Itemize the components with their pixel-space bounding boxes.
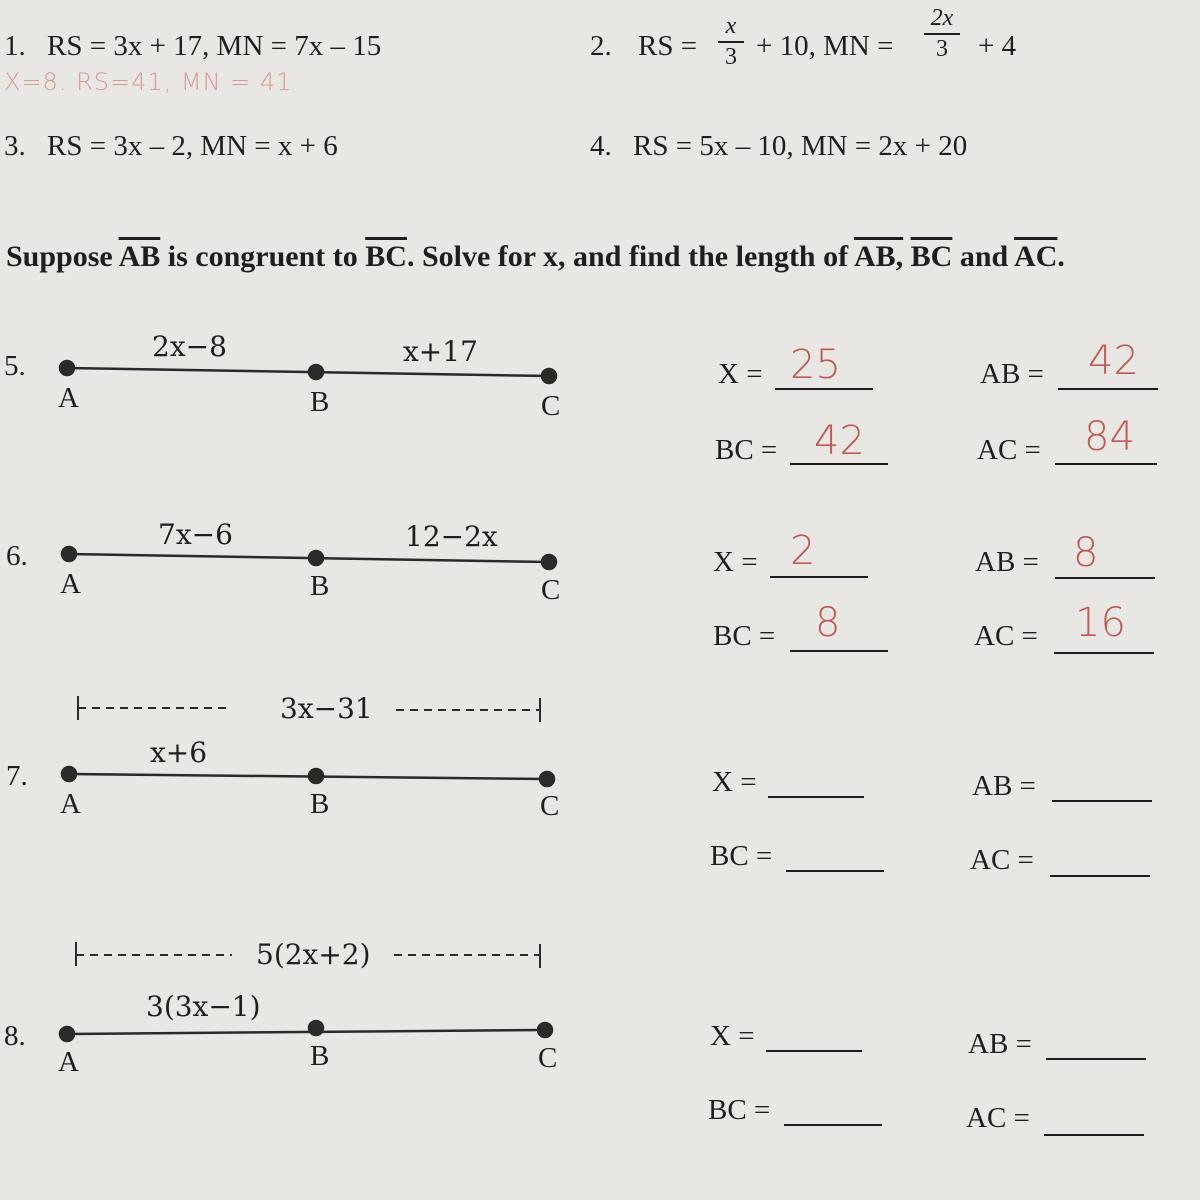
segment-ac-expression: 3x−31 bbox=[280, 692, 373, 725]
problem-3-number: 3. bbox=[4, 130, 26, 162]
point-b-dot bbox=[309, 769, 323, 783]
bc-answer-blank[interactable] bbox=[790, 650, 888, 652]
point-a-dot bbox=[62, 767, 76, 781]
ac-answer-blank[interactable] bbox=[1055, 463, 1157, 465]
ab-answer-blank[interactable] bbox=[1058, 388, 1158, 390]
point-c-label: C bbox=[541, 574, 561, 606]
problem-2-number: 2. bbox=[590, 30, 612, 62]
ac-answer-label: AC = bbox=[970, 844, 1034, 876]
ac-answer-blank[interactable] bbox=[1044, 1134, 1144, 1136]
ab-answer-handwritten: 8 bbox=[1073, 530, 1099, 576]
x-answer-label: X = bbox=[713, 546, 758, 578]
problem-4-number: 4. bbox=[590, 130, 612, 162]
ab-answer-label: AB = bbox=[975, 546, 1039, 578]
ab-answer-blank[interactable] bbox=[1052, 800, 1152, 802]
problem-1-text: RS = 3x + 17, MN = 7x – 15 bbox=[47, 30, 382, 62]
heading-text: Suppose bbox=[6, 240, 119, 273]
ab-answer-blank[interactable] bbox=[1055, 577, 1155, 579]
ac-answer-label: AC = bbox=[966, 1102, 1030, 1134]
bc-answer-label: BC = bbox=[713, 620, 776, 652]
segment-ac-expression: 5(2x+2) bbox=[256, 938, 371, 971]
point-c-label: C bbox=[541, 390, 561, 422]
x-answer-blank[interactable] bbox=[770, 576, 868, 578]
problem-1-handwritten-work: X=8. RS=41, MN = 41 bbox=[4, 68, 293, 96]
segment-ab-expression: 3(3x−1) bbox=[146, 990, 261, 1023]
segment-ab-expression: 2x−8 bbox=[152, 330, 227, 363]
segment-bc-expression: x+17 bbox=[403, 335, 478, 368]
bc-answer-blank[interactable] bbox=[786, 870, 884, 872]
fraction-numerator: x bbox=[725, 13, 737, 39]
point-b-label: B bbox=[310, 1040, 330, 1072]
point-c-dot bbox=[542, 369, 556, 383]
point-a-label: A bbox=[58, 1046, 79, 1078]
point-b-label: B bbox=[310, 386, 330, 418]
heading-text: . Solve for x, and find the length of bbox=[406, 240, 854, 273]
x-answer-blank[interactable] bbox=[768, 796, 864, 798]
segment-bc-label: $\overline{BC}$ bbox=[910, 240, 953, 273]
bc-answer-label: BC = bbox=[708, 1094, 771, 1126]
x-answer-handwritten: 25 bbox=[790, 342, 841, 388]
ab-answer-blank[interactable] bbox=[1046, 1058, 1146, 1060]
x-answer-label: X = bbox=[710, 1020, 755, 1052]
problem-2-rs-tail: + 10, MN = bbox=[756, 30, 894, 62]
segment-ac-label: $\overline{AC}$ bbox=[1014, 240, 1058, 273]
point-a-dot bbox=[60, 1027, 74, 1041]
point-a-label: A bbox=[60, 568, 81, 600]
segment-ab-label: AB, bbox=[853, 240, 904, 273]
segment-ab-label: $\overline{AB}$ bbox=[118, 240, 161, 273]
point-c-label: C bbox=[538, 1042, 558, 1074]
ac-answer-label: AC = bbox=[974, 620, 1038, 652]
point-a-label: A bbox=[58, 382, 79, 414]
x-answer-label: X = bbox=[718, 358, 763, 390]
fraction-denominator: 3 bbox=[725, 44, 737, 71]
ac-answer-label: AC = bbox=[977, 434, 1041, 466]
point-a-dot bbox=[60, 361, 74, 375]
point-a-label: A bbox=[60, 788, 81, 820]
heading-text: and bbox=[952, 240, 1015, 273]
bc-answer-handwritten: 42 bbox=[814, 418, 865, 464]
bc-answer-handwritten: 8 bbox=[815, 600, 841, 646]
x-answer-blank[interactable] bbox=[775, 388, 873, 390]
point-c-dot bbox=[538, 1023, 552, 1037]
point-b-label: B bbox=[310, 788, 330, 820]
x-answer-handwritten: 2 bbox=[790, 528, 816, 574]
ac-answer-blank[interactable] bbox=[1050, 875, 1150, 877]
ab-answer-label: AB = bbox=[972, 770, 1036, 802]
fraction-denominator: 3 bbox=[936, 36, 948, 63]
problem-8-number: 8. bbox=[4, 1020, 26, 1052]
segment-ab-expression: x+6 bbox=[150, 736, 208, 769]
heading-text: . bbox=[1057, 240, 1065, 273]
problem-3-text: RS = 3x – 2, MN = x + 6 bbox=[47, 130, 338, 162]
point-b-dot bbox=[309, 365, 323, 379]
ab-answer-handwritten: 42 bbox=[1088, 338, 1139, 384]
problem-2-mn-tail: + 4 bbox=[978, 30, 1017, 62]
point-a-dot bbox=[62, 547, 76, 561]
x-answer-blank[interactable] bbox=[766, 1050, 862, 1052]
point-c-dot bbox=[540, 772, 554, 786]
problem-1-number: 1. bbox=[4, 30, 26, 62]
segment-bc-label: $\overline{BC}$ bbox=[365, 240, 407, 273]
segment-line-8 bbox=[67, 1030, 545, 1034]
segment-bc-expression: 12−2x bbox=[405, 520, 498, 553]
problem-4-text: RS = 5x – 10, MN = 2x + 20 bbox=[633, 130, 968, 162]
segment-ab-expression: 7x−6 bbox=[158, 518, 233, 551]
fraction-numerator: 2x bbox=[930, 5, 954, 31]
ac-answer-blank[interactable] bbox=[1054, 652, 1154, 654]
problem-2-rs-label: RS = bbox=[638, 30, 698, 62]
problem-7-number: 7. bbox=[6, 760, 28, 792]
ac-answer-handwritten: 84 bbox=[1084, 414, 1135, 460]
point-b-dot bbox=[309, 551, 323, 565]
problem-5-number: 5. bbox=[4, 350, 26, 382]
ab-answer-label: AB = bbox=[980, 358, 1044, 390]
bc-answer-blank[interactable] bbox=[784, 1124, 882, 1126]
ac-answer-handwritten: 16 bbox=[1075, 600, 1126, 646]
point-b-label: B bbox=[310, 570, 330, 602]
point-c-dot bbox=[542, 555, 556, 569]
bc-answer-label: BC = bbox=[715, 434, 778, 466]
x-answer-label: X = bbox=[712, 766, 757, 798]
point-c-label: C bbox=[540, 790, 560, 822]
bc-answer-label: BC = bbox=[710, 840, 773, 872]
heading-text: is congruent to bbox=[160, 240, 366, 273]
ab-answer-label: AB = bbox=[968, 1028, 1032, 1060]
problem-6-number: 6. bbox=[6, 540, 28, 572]
point-b-dot bbox=[309, 1021, 323, 1035]
